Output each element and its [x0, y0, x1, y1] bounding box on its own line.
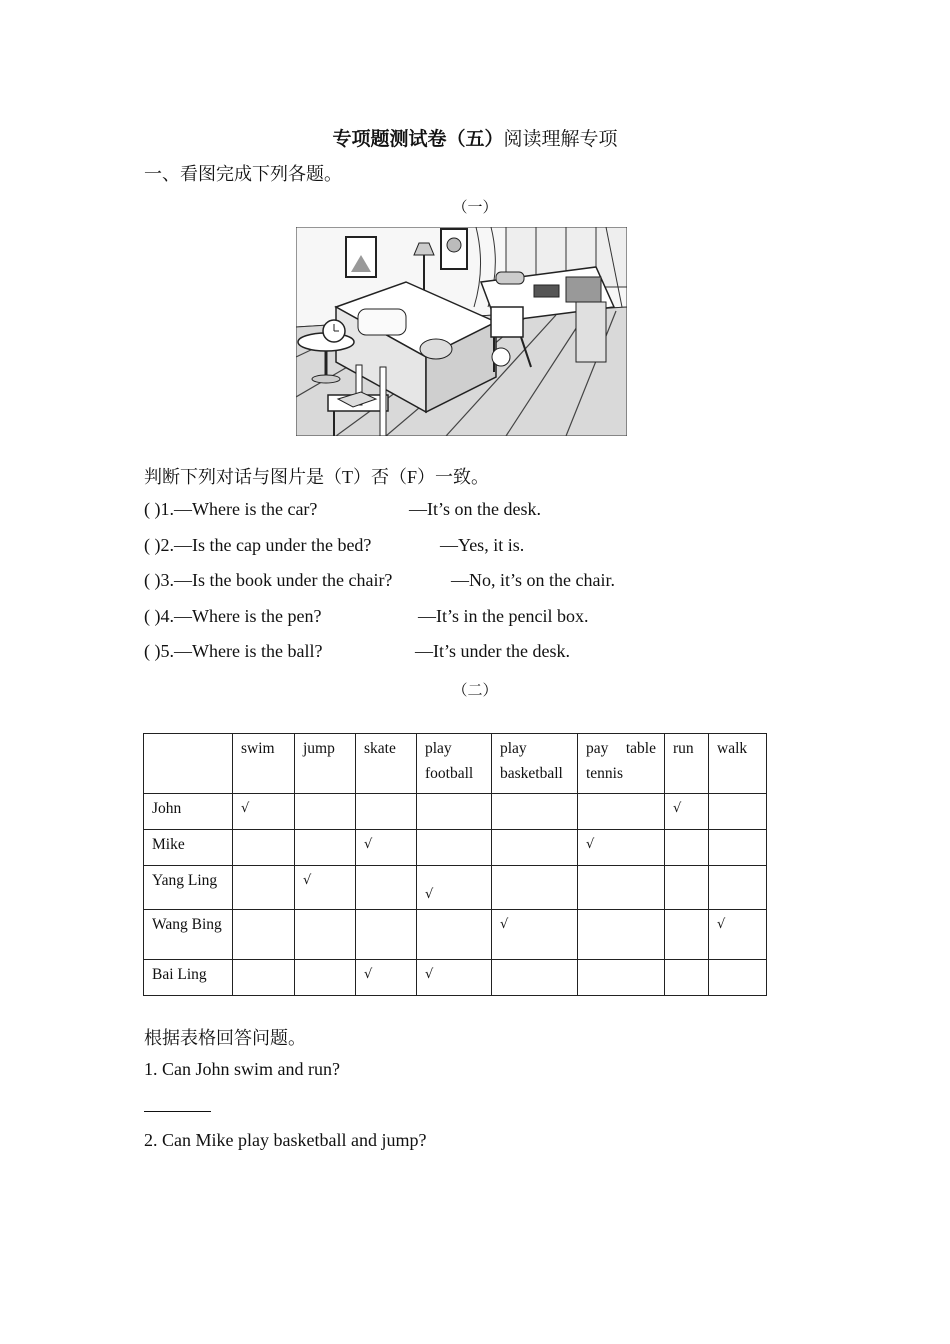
- check-cell: [356, 866, 417, 910]
- answer-text: —It’s under the desk.: [415, 641, 570, 661]
- question-number: ( )3.: [144, 570, 174, 590]
- check-cell: [492, 866, 578, 910]
- table-row: [144, 960, 767, 996]
- header-empty: [144, 734, 233, 794]
- part2-instruction: 根据表格回答问题。: [144, 1028, 306, 1048]
- check-cell: √: [417, 866, 492, 910]
- question-number: ( )2.: [144, 535, 174, 555]
- header-cell: swim: [233, 734, 295, 794]
- answer-blank[interactable]: [144, 1111, 211, 1112]
- answer-text: —No, it’s on the chair.: [451, 570, 615, 590]
- check-cell: [356, 910, 417, 960]
- check-cell: [578, 910, 665, 960]
- header-cell: skate: [356, 734, 417, 794]
- check-cell: √: [709, 910, 767, 960]
- check-cell: [492, 960, 578, 996]
- check-cell: [295, 794, 356, 830]
- check-cell: [709, 794, 767, 830]
- check-cell: [356, 794, 417, 830]
- check-cell: [233, 960, 295, 996]
- check-cell: √: [492, 910, 578, 960]
- part2-question-1: 1. Can John swim and run?: [144, 1059, 340, 1079]
- check-cell: [417, 794, 492, 830]
- row-name: Yang Ling: [144, 866, 233, 910]
- question-3: [144, 570, 615, 591]
- check-cell: [233, 866, 295, 910]
- answer-text: —Yes, it is.: [440, 535, 525, 555]
- header-cell: pay table tennis: [578, 734, 665, 794]
- part-label-2: （二）: [452, 683, 498, 699]
- header-cell: run: [665, 734, 709, 794]
- check-cell: √: [417, 960, 492, 996]
- answer-text: —It’s on the desk.: [409, 499, 541, 519]
- activity-table: [143, 733, 767, 996]
- question-text: —Where is the pen?: [174, 606, 322, 626]
- check-cell: [709, 866, 767, 910]
- check-cell: [417, 910, 492, 960]
- check-cell: √: [356, 960, 417, 996]
- row-name: Wang Bing: [144, 910, 233, 960]
- question-text: —Is the book under the chair?: [174, 570, 393, 590]
- check-cell: [233, 910, 295, 960]
- row-name: Bai Ling: [144, 960, 233, 996]
- table-row: [144, 830, 767, 866]
- header-cell: play basketball: [492, 734, 578, 794]
- judge-instruction: 判断下列对话与图片是（T）否（F）一致。: [144, 467, 490, 487]
- bedroom-illustration: [296, 227, 627, 436]
- question-number: ( )1.: [144, 499, 174, 519]
- check-cell: [578, 960, 665, 996]
- part2-question-2: 2. Can Mike play basketball and jump?: [144, 1130, 427, 1150]
- section-heading: 一、看图完成下列各题。: [144, 164, 342, 184]
- row-name: Mike: [144, 830, 233, 866]
- check-cell: [233, 830, 295, 866]
- table-row: [144, 910, 767, 960]
- row-name: John: [144, 794, 233, 830]
- question-number: ( )4.: [144, 606, 174, 626]
- question-number: ( )5.: [144, 641, 174, 661]
- check-cell: √: [295, 866, 356, 910]
- question-4: [144, 606, 589, 627]
- check-cell: [295, 910, 356, 960]
- check-cell: √: [233, 794, 295, 830]
- question-text: —Where is the car?: [174, 499, 318, 519]
- table-row: [144, 794, 767, 830]
- header-cell: walk: [709, 734, 767, 794]
- check-cell: [417, 830, 492, 866]
- question-1: [144, 499, 541, 520]
- title-bold: 专项题测试卷（五）: [332, 129, 504, 150]
- check-cell: [578, 866, 665, 910]
- check-cell: [665, 910, 709, 960]
- check-cell: [665, 830, 709, 866]
- title-normal: 阅读理解专项: [503, 129, 618, 150]
- check-cell: [665, 960, 709, 996]
- check-cell: [492, 830, 578, 866]
- check-cell: [578, 794, 665, 830]
- check-cell: √: [578, 830, 665, 866]
- question-text: —Where is the ball?: [174, 641, 323, 661]
- check-cell: [295, 960, 356, 996]
- check-cell: √: [665, 794, 709, 830]
- check-cell: [709, 960, 767, 996]
- header-cell: jump: [295, 734, 356, 794]
- check-cell: [295, 830, 356, 866]
- table-row: [144, 866, 767, 910]
- question-2: [144, 535, 525, 556]
- answer-text: —It’s in the pencil box.: [418, 606, 589, 626]
- page-title: [0, 124, 950, 151]
- table-header-row: [144, 734, 767, 794]
- question-5: [144, 641, 570, 662]
- check-cell: [492, 794, 578, 830]
- question-text: —Is the cap under the bed?: [174, 535, 372, 555]
- header-cell: play football: [417, 734, 492, 794]
- check-cell: √: [356, 830, 417, 866]
- check-cell: [709, 830, 767, 866]
- part-label-1: （一）: [452, 200, 498, 216]
- check-cell: [665, 866, 709, 910]
